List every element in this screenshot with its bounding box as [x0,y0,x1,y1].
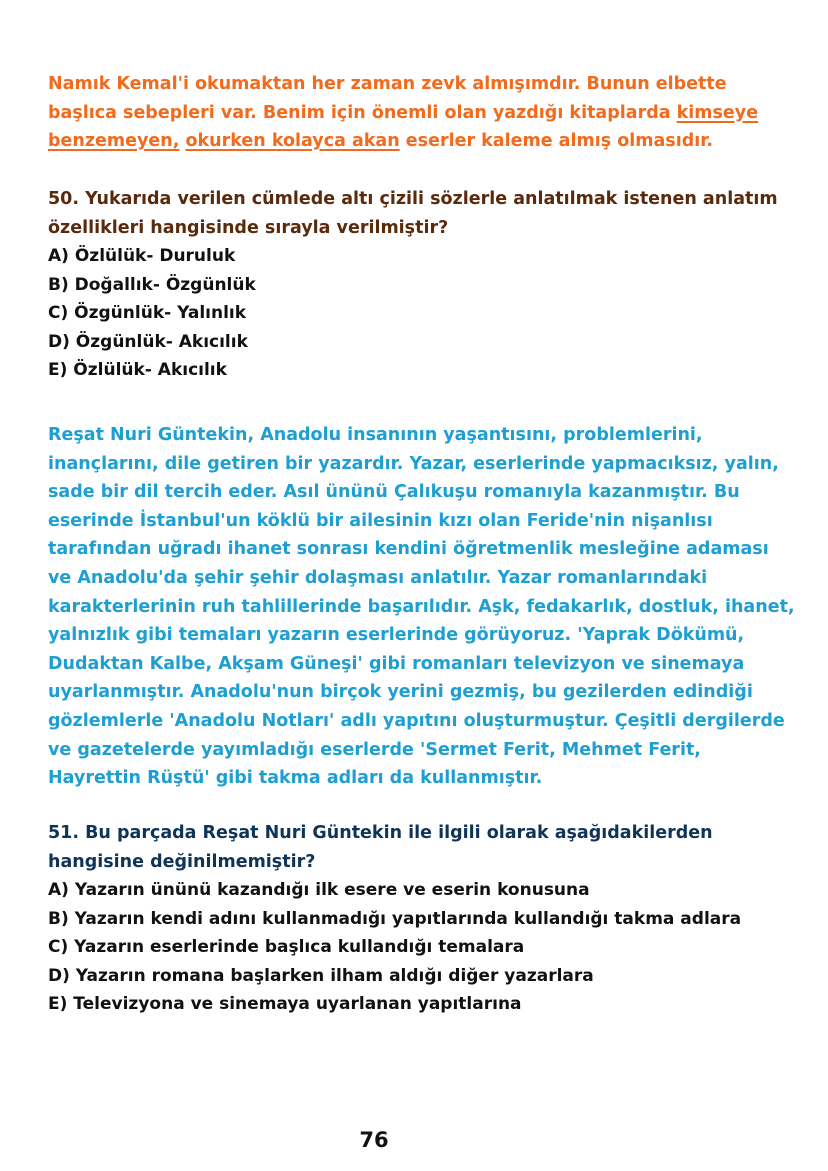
passage-text-end: eserler kaleme almış olmasıdır. [399,131,714,151]
option-e[interactable]: E) Özlülük- Akıcılık [48,360,227,381]
option-a[interactable]: A) Yazarın ününü kazandığı ilk esere ve eserin konusuna [48,880,590,900]
question-50-stem: 50. Yukarıda verilen cümlede altı çizili sözlerle anlatılmak istenen anlatım özellikleri hangisinde sırayla verilmiştir? [48,189,778,238]
option-d[interactable]: D) Yazarın romana başlarken ilham aldığı diğer yazarlara [48,965,594,986]
question-51-stem: 51. Bu parçada Reşat Nuri Güntekin ile ilgili olarak aşağıdakilerden hangisine değinilmemiştir? [48,823,713,872]
page-number: 76 [359,1128,389,1152]
passage-resat-nuri-guntekin: Reşat Nuri Güntekin, Anadolu insanının yaşantısını, problemlerini, inançlarını, dile getiren bir yazardır. Yazar, eserlerinde yapmacıksız, yalın, sade bir dil tercih eder. Asıl ününü Çalıkuşu romanıyla kazanmıştır. Bu eserinde İstanbul'un köklü bir ailesinin kızı olan Feride'nin nişanlısı tarafından uğradı ihanet sonrası kendini öğretmenlik mesleğine adaması ve Anadolu'da şehir şehir dolaşması anlatılır. Yazar romanlarındaki karakterlerinin ruh tahlillerinde başarılıdır. Aşk, fedakarlık, dostluk, ihanet, yalnızlık gibi temaları yazarın eserlerinde görüyoruz. 'Yaprak Dökümü, Dudaktan Kalbe, Akşam Güneşi' gibi romanları televizyon ve sinemaya uyarlanmıştır. Anadolu'nun birçok yerini gezmiş, bu gezilerden edindiği gözlemlerle 'Anadolu Notları' adlı yapıtını oluşturmuştur. Çeşitli dergilerde ve gazetelerde yayımladığı eserlerde 'Sermet Ferit, Mehmet Ferit, Hayrettin Rüştü' gibi takma adları da kullanmıştır. [48,425,795,789]
option-d[interactable]: D) Özgünlük- Akıcılık [48,331,248,352]
option-a[interactable]: A) Özlülük- Duruluk [48,246,236,266]
option-c[interactable]: C) Özgünlük- Yalınlık [48,303,247,324]
option-c[interactable]: C) Yazarın eserlerinde başlıca kullandığı temalara [48,937,525,958]
underlined-phrase-1: kimseye benzemeyen, [48,102,759,151]
underlined-phrase-2: okurken kolayca akan [185,131,400,151]
question-50-options [48,242,256,385]
option-b[interactable]: B) Doğallık- Özgünlük [48,274,256,295]
option-e[interactable]: E) Televizyona ve sinemaya uyarlanan yapıtlarına [48,994,522,1015]
passage-namik-kemal [48,70,798,156]
option-b[interactable]: B) Yazarın kendi adını kullanmadığı yapıtlarında kullandığı takma adlara [48,908,742,929]
question-51-options [48,876,741,1019]
passage-text: Namık Kemal'i okumaktan her zaman zevk almışımdır. Bunun elbette başlıca sebepleri var. Benim için önemli olan yazdığı kitaplarda [48,74,727,123]
